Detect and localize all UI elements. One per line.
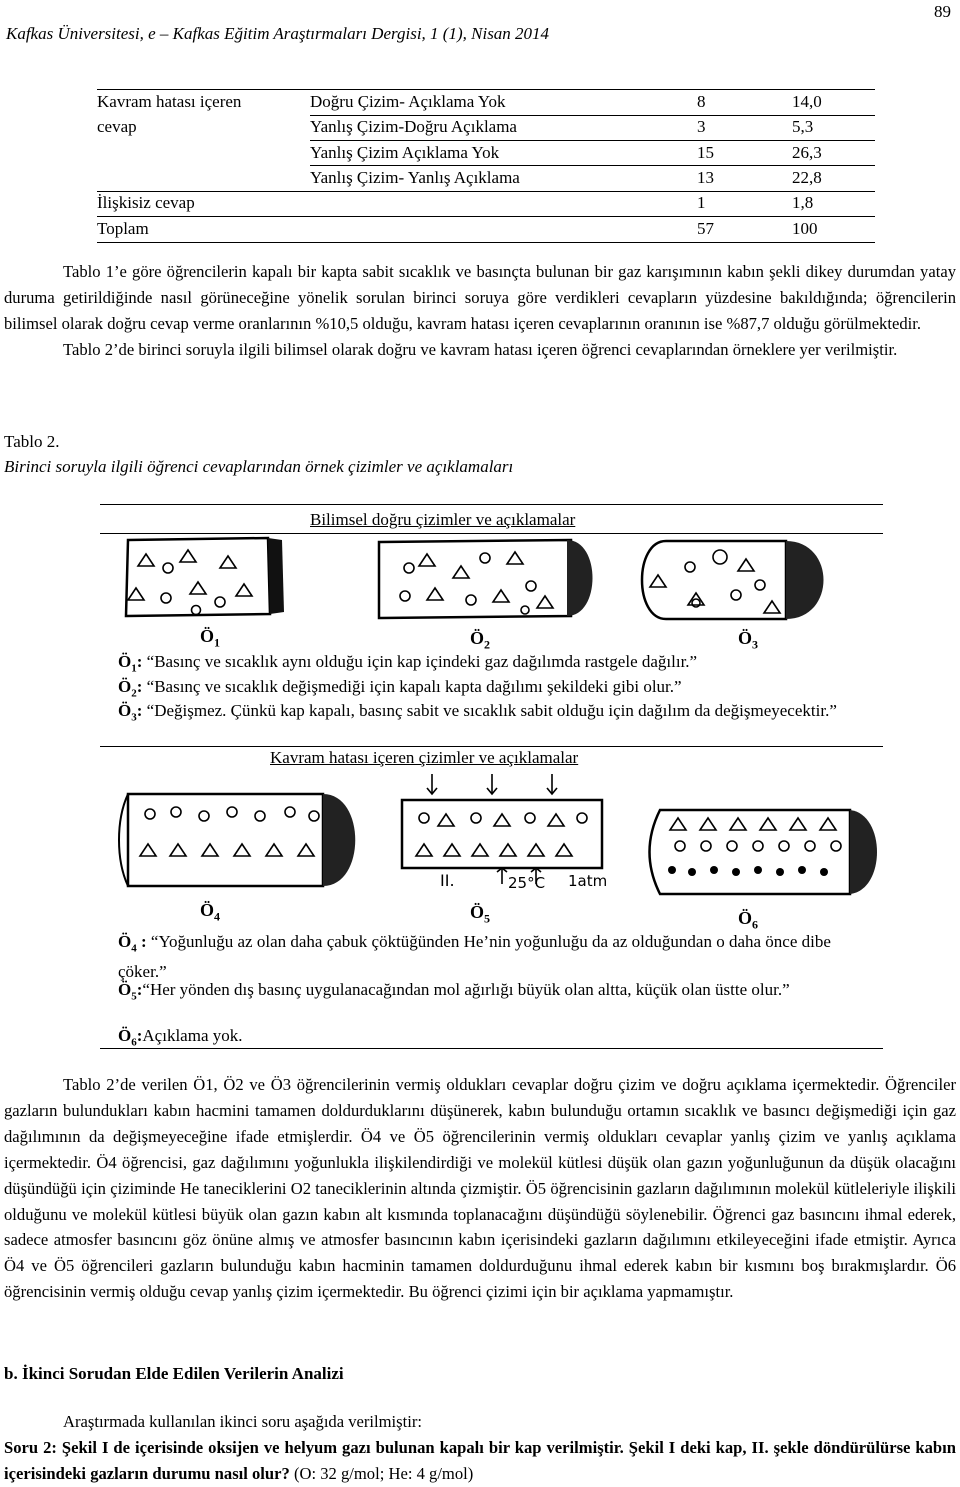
table-cell-n: 13 bbox=[697, 168, 714, 187]
student-explanation: $Ö_4$ : “Yoğunluğu az olan daha çabuk çöktüğünden He’nin yoğunluğu da az olduğundan o daha önce dibe çöker.” bbox=[118, 932, 831, 982]
table-rule bbox=[100, 504, 883, 505]
table-category-label: İlişkisiz cevap bbox=[97, 193, 195, 212]
page-number: 89 bbox=[934, 2, 951, 21]
table-cell-pct: 26,3 bbox=[792, 143, 822, 162]
table-cell-pct: 100 bbox=[792, 219, 818, 238]
table-rule bbox=[100, 746, 883, 747]
student-label: $Ö_4$ bbox=[200, 900, 221, 924]
container-drawing bbox=[118, 790, 368, 890]
container-drawing bbox=[375, 536, 603, 620]
student-label: $Ö_2$ bbox=[470, 628, 491, 652]
body-paragraph bbox=[4, 1072, 956, 1305]
student-explanation: $Ö_6:Açıklama$ yok. bbox=[118, 1026, 243, 1049]
table-rule bbox=[310, 140, 875, 141]
paragraph-text: Araştırmada kullanılan ikinci soru aşağıda verilmiştir: bbox=[63, 1412, 422, 1431]
drawing-pressure: 1atm bbox=[568, 872, 608, 890]
table-cell-sub: Yanlış Çizim-Doğru Açıklama bbox=[310, 117, 517, 136]
section-heading: b. İkinci Sorudan Elde Edilen Verilerin Analizi bbox=[4, 1364, 344, 1383]
student-explanation: $Ö_3$: “Değişmez. Çünkü kap kapalı, basınç sabit ve sıcaklık sabit olduğu için dağılım da değişmeyecektir.” bbox=[118, 701, 837, 724]
student-label: $Ö_1$ bbox=[200, 626, 221, 650]
paragraph-text: Tablo 2’de verilen Ö1, Ö2 ve Ö3 öğrencilerinin vermiş oldukları cevaplar doğru çizim ve doğru açıklama içermektedir. Öğrenciler gazların bulundukları kabın hacmini tamamen doldurduklarını düşünerek, kabın bulunduğu ortamın sıcaklık ve basıncı değişmediği için gaz dağılımının da değişmeyeceğine ifade etmişlerdir. Ö4 ve Ö5 öğrencilerinin vermiş oldukları cevaplar yanlış çizim ve yanlış açıklama içermektedir. Ö4 öğrencisi, gaz dağılımını yoğunlukla ilişkilendirdiği ve molekül kütlesi düşük olan gazın yoğunluğunun da düşük olacağını düşündüğü için çiziminde He taneciklerini O2 taneciklerinin altında çizmiştir. Ö5 öğrencisinin gazların dağılımının molekül kütleleriyle ilişkili olduğunu ve molekül kütlesi büyük olan gazın kabın alt kısmında toplanacağını düşündüğü söylenebilir. Öğrenci gaz basıncını ihmal ederek, sadece atmosfer basıncını göz önüne almış ve atmosfer basıncının kabın içerisindeki gazların dağılımını etkileyeceğini ifade etmiştir. Ayrıca Ö4 ve Ö5 öğrencileri gazların bulunduğu kabın hacminin tamamen doldurduğunu ihmal ederek kabın bir kısmını boş bırakmışlardır. Ö6 öğrencisinin vermiş olduğu cevap yanlış çizim içermektedir. Bu öğrenci çizimi için bir açıklama yapmamıştır. bbox=[4, 1075, 956, 1302]
student-label: $Ö_6$ bbox=[738, 908, 759, 932]
table-2-title: Tablo 2. bbox=[4, 432, 60, 451]
table-cell-sub: Doğru Çizim- Açıklama Yok bbox=[310, 92, 506, 111]
table-rule bbox=[97, 242, 875, 243]
table-cell-n: 1 bbox=[697, 193, 706, 212]
student-explanation: $Ö_5:“Her$ yönden dış basınç uygulanacağından mol ağırlığı büyük olan altta, küçük olan üstte olur.” bbox=[118, 980, 790, 1003]
table-rule bbox=[310, 115, 875, 116]
question-tail: (O: 32 g/mol; He: 4 g/mol) bbox=[289, 1463, 474, 1483]
table-cell-sub: Yanlış Çizim Açıklama Yok bbox=[310, 143, 500, 162]
container-drawing bbox=[118, 536, 288, 618]
table-cell-pct: 5,3 bbox=[792, 117, 814, 136]
body-paragraph bbox=[4, 259, 956, 363]
student-label: $Ö_3$ bbox=[738, 628, 759, 652]
container-drawing bbox=[650, 806, 886, 904]
table-category-label: cevap bbox=[97, 117, 137, 136]
table-rule bbox=[97, 89, 875, 90]
question-label: Soru 2: bbox=[4, 1437, 57, 1457]
table-cell-n: 57 bbox=[697, 219, 714, 238]
question-paragraph bbox=[4, 1435, 956, 1487]
table-rule bbox=[97, 216, 875, 217]
journal-header: Kafkas Üniversitesi, e – Kafkas Eğitim Araştırmaları Dergisi, 1 (1), Nisan 2014 bbox=[6, 24, 550, 43]
section-correct-title: Bilimsel doğru çizimler ve açıklamalar bbox=[310, 510, 576, 529]
container-drawing bbox=[396, 770, 628, 900]
body-paragraph bbox=[4, 1409, 956, 1487]
table-category-label: Toplam bbox=[97, 219, 149, 238]
table-cell-pct: 14,0 bbox=[792, 92, 822, 111]
table-cell-n: 3 bbox=[697, 117, 706, 136]
table-cell-pct: 22,8 bbox=[792, 168, 822, 187]
table-rule bbox=[100, 533, 883, 534]
student-explanation: $Ö_2$: “Basınç ve sıcaklık değişmediği için kapalı kapta dağılımı şekildeki gibi olur.” bbox=[118, 677, 682, 700]
table-cell-sub: Yanlış Çizim- Yanlış Açıklama bbox=[310, 168, 520, 187]
drawing-roman-numeral: II. bbox=[440, 871, 455, 890]
table-rule bbox=[100, 1048, 883, 1049]
table-category-label: Kavram hatası içeren bbox=[97, 92, 242, 111]
table-cell-n: 8 bbox=[697, 92, 706, 111]
student-explanation: $Ö_1$: “Basınç ve sıcaklık aynı olduğu için kap içindeki gaz dağılımda rastgele dağılır.” bbox=[118, 652, 698, 675]
question-text: Şekil I de içerisinde oksijen ve helyum gazı bulunan kapalı bir kap verilmiştir. Şekil I deki kap, II. şekle döndürülürse kabın içerisindeki gazların durumu nasıl olur? bbox=[4, 1437, 957, 1483]
section-misconception-title: Kavram hatası içeren çizimler ve açıklamalar bbox=[270, 748, 579, 767]
paragraph-text: Tablo 1’e göre öğrencilerin kapalı bir kapta sabit sıcaklık ve basınçta bulunan bir gaz karışımının kabın şekli dikey durumdan yatay duruma getirildiğinde nasıl görüneceğine yönelik sorulan birinci soruya göre verdikleri cevapların yüzdesine bakıldığında; öğrencilerin bilimsel olarak doğru cevap verme oranlarının %10,5 olduğu, kavram hatası içeren cevaplarının oranının ise %87,7 olduğu görülmektedir. bbox=[4, 262, 956, 333]
table-rule bbox=[310, 165, 875, 166]
student-label: $Ö_5$ bbox=[470, 902, 491, 926]
paragraph-text: Tablo 2’de birinci soruyla ilgili bilimsel olarak doğru ve kavram hatası içeren öğrenci cevaplarından örneklere yer verilmiştir. bbox=[63, 339, 898, 359]
container-drawing bbox=[636, 537, 836, 623]
table-cell-n: 15 bbox=[697, 143, 714, 162]
table-cell-pct: 1,8 bbox=[792, 193, 814, 212]
drawing-temperature: 25°C bbox=[508, 874, 546, 892]
table-rule bbox=[97, 191, 875, 192]
table-2-caption: Birinci soruyla ilgili öğrenci cevaplarından örnek çizimler ve açıklamaları bbox=[4, 457, 514, 476]
